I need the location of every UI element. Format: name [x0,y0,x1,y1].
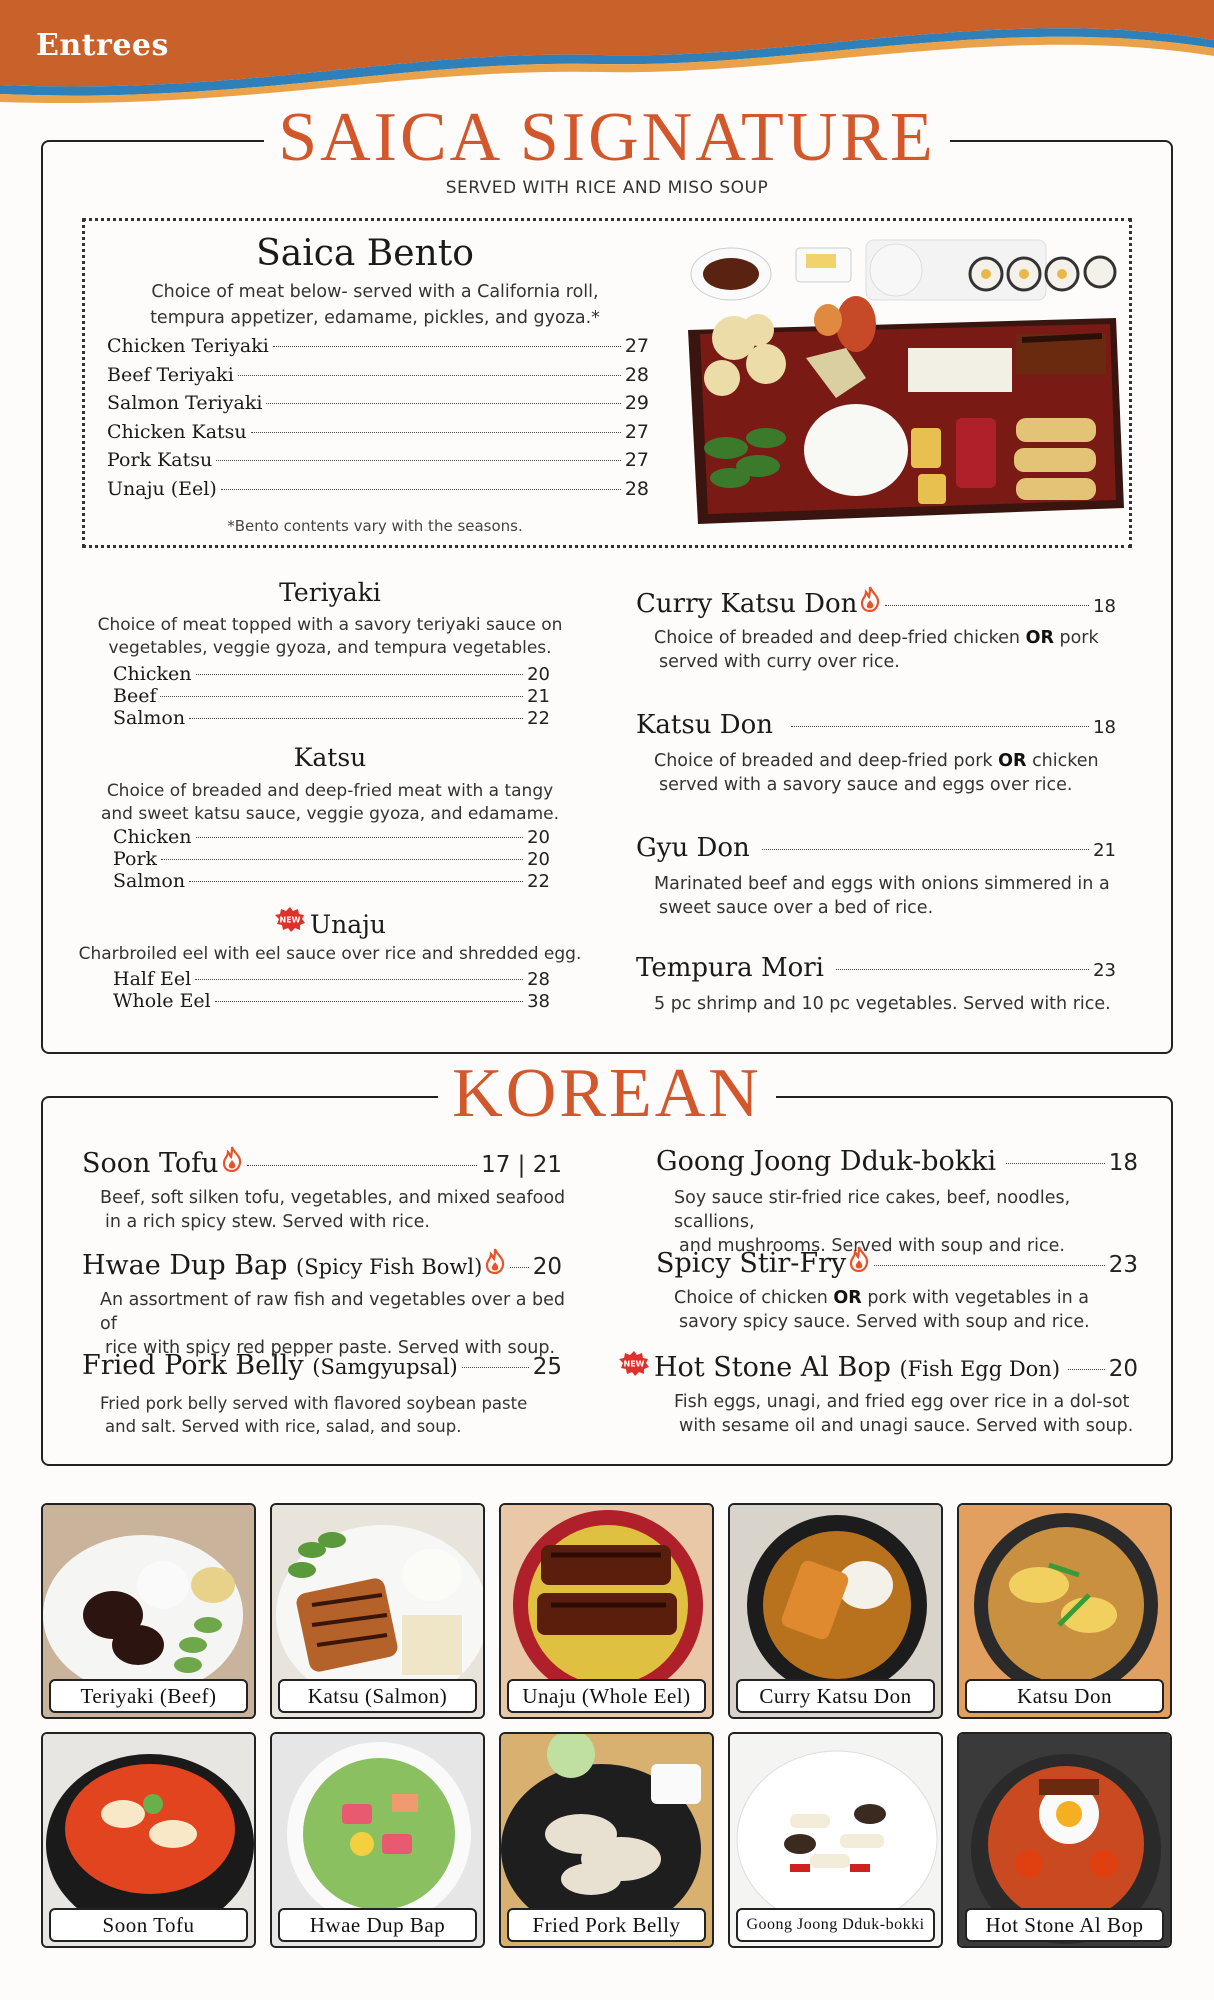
new-badge-icon [274,906,306,932]
spicy-fire-icon [848,1246,870,1272]
photo-teriyaki-beef [41,1503,256,1719]
katsu-price-list [113,826,550,892]
curry-katsu-don-description: Choice of breaded and deep-fried chicken OR pork served with curry over rice. [654,628,1099,672]
list-item: Chicken 20 [113,663,550,685]
photo-curry-katsu-don [728,1503,943,1719]
signature-subheading: SERVED WITH RICE AND MISO SOUP [445,178,769,198]
dish-spicy-stir-fry: Spicy Stir-Fry 23 [656,1248,1138,1279]
spicy-fire-icon [484,1248,506,1274]
dish-soon-tofu: Soon Tofu 17 | 21 [82,1148,562,1179]
teriyaki-description: Choice of meat topped with a savory teriyaki sauce on vegetables, veggie gyoza, and tempura vegetables. [97,615,563,658]
list-item: Chicken Teriyaki 27 [107,335,649,357]
dish-goong-joong-dduk-bokki: Goong Joong Dduk-bokki 18 [656,1146,1138,1177]
gyu-don-description: Marinated beef and eggs with onions simmered in a sweet sauce over a bed of rice. [654,874,1110,918]
list-item: Pork Katsu 27 [107,449,649,471]
goong-joong-dduk-bokki-description: Soy sauce stir-fried rice cakes, beef, noodles, scallions, and mushrooms. Served with soup and rice. [674,1188,1071,1256]
page-title: Entrees [36,28,169,63]
unaju-description: Charbroiled eel with eel sauce over rice and shredded egg. [78,944,582,964]
bento-price-list [107,335,649,506]
list-item: Beef Teriyaki 28 [107,363,649,386]
photo-caption: Katsu Don [965,1679,1164,1713]
katsu-don-description: Choice of breaded and deep-fried pork OR chicken served with a savory sauce and eggs over rice. [654,751,1099,795]
korean-heading: KOREAN [0,1054,1214,1134]
photo-caption: Unaju (Whole Eel) [507,1679,706,1713]
teriyaki-price-list [113,663,550,729]
svg-text:NEW: NEW [279,915,301,925]
list-item: Pork 20 [113,848,550,870]
list-item: Chicken 20 [113,826,550,848]
hwae-dup-bap-description: An assortment of raw fish and vegetables over a bed of rice with spicy red pepper paste. Served with soup. [100,1290,566,1358]
list-item: Salmon Teriyaki 29 [107,392,649,414]
bento-note: *Bento contents vary with the seasons. [227,517,523,535]
photo-caption: Katsu (Salmon) [278,1679,477,1713]
dish-hot-stone-al-bop: NEW Hot Stone Al Bop (Fish Egg Don) 20 [618,1350,1138,1383]
page-header [0,0,1214,110]
dish-fried-pork-belly: Fried Pork Belly (Samgyupsal) 25 [82,1350,562,1381]
new-badge-icon [618,1350,650,1376]
photo-katsu-salmon [270,1503,485,1719]
unaju-price-list [113,968,550,1012]
signature-heading: SAICA SIGNATURE [0,98,1214,178]
teriyaki-title: Teriyaki [279,578,381,607]
header-wave [0,0,1214,110]
photo-soon-tofu [41,1732,256,1948]
list-item: Chicken Katsu 27 [107,420,649,443]
photo-caption: Goong Joong Dduk-bokki [736,1908,935,1942]
photo-katsu-don [957,1503,1172,1719]
photo-caption: Curry Katsu Don [736,1679,935,1713]
photo-caption: Fried Pork Belly [507,1908,706,1942]
list-item: Unaju (Eel) 28 [107,477,649,500]
list-item: Whole Eel 38 [113,990,550,1012]
dish-curry-katsu-don: Curry Katsu Don 18 [636,586,1116,619]
katsu-description: Choice of breaded and deep-fried meat with a tangy and sweet katsu sauce, veggie gyoza, and edamame. [100,781,559,824]
photo-caption: Soon Tofu [49,1908,248,1942]
fried-pork-belly-description: Fried pork belly served with flavored soybean paste and salt. Served with rice, salad, and soup. [100,1394,528,1436]
photo-caption: Hot Stone Al Bop [965,1908,1164,1942]
dish-katsu-don: Katsu Don 18 [636,710,1116,740]
unaju-title: NEW Unaju [80,906,580,939]
list-item: Salmon 22 [113,870,550,892]
photo-fried-pork-belly [499,1732,714,1948]
spicy-fire-icon [221,1146,243,1172]
bento-title: Saica Bento [256,233,474,274]
bento-description: Choice of meat below- served with a California roll, tempura appetizer, edamame, pickles, and gyoza.* [150,282,600,328]
tempura-mori-description: 5 pc shrimp and 10 pc vegetables. Served with rice. [654,994,1111,1014]
dish-tempura-mori: Tempura Mori 23 [636,953,1116,983]
photo-hot-stone-al-bop [957,1732,1172,1948]
hot-stone-al-bop-description: Fish eggs, unagi, and fried egg over rice in a dol-sot with sesame oil and unagi sauce. Served with soup. [674,1392,1134,1436]
katsu-title: Katsu [293,743,367,772]
dish-hwae-dup-bap: Hwae Dup Bap (Spicy Fish Bowl) 20 [82,1250,562,1281]
spicy-stir-fry-description: Choice of chicken OR pork with vegetables in a savory spicy sauce. Served with soup and rice. [674,1288,1090,1332]
photo-hwae-dup-bap [270,1732,485,1948]
list-item: Half Eel 28 [113,968,550,990]
svg-text:NEW: NEW [623,1359,645,1369]
dish-gyu-don: Gyu Don 21 [636,833,1116,863]
bento-photo [686,238,1126,534]
photo-caption: Hwae Dup Bap [278,1908,477,1942]
soon-tofu-description: Beef, soft silken tofu, vegetables, and mixed seafood in a rich spicy stew. Served with rice. [100,1188,566,1232]
photo-caption: Teriyaki (Beef) [49,1679,248,1713]
photo-unaju-whole-eel [499,1503,714,1719]
photo-goong-joong-dduk-bokki [728,1732,943,1948]
list-item: Beef 21 [113,685,550,707]
list-item: Salmon 22 [113,707,550,729]
spicy-fire-icon [859,586,881,612]
